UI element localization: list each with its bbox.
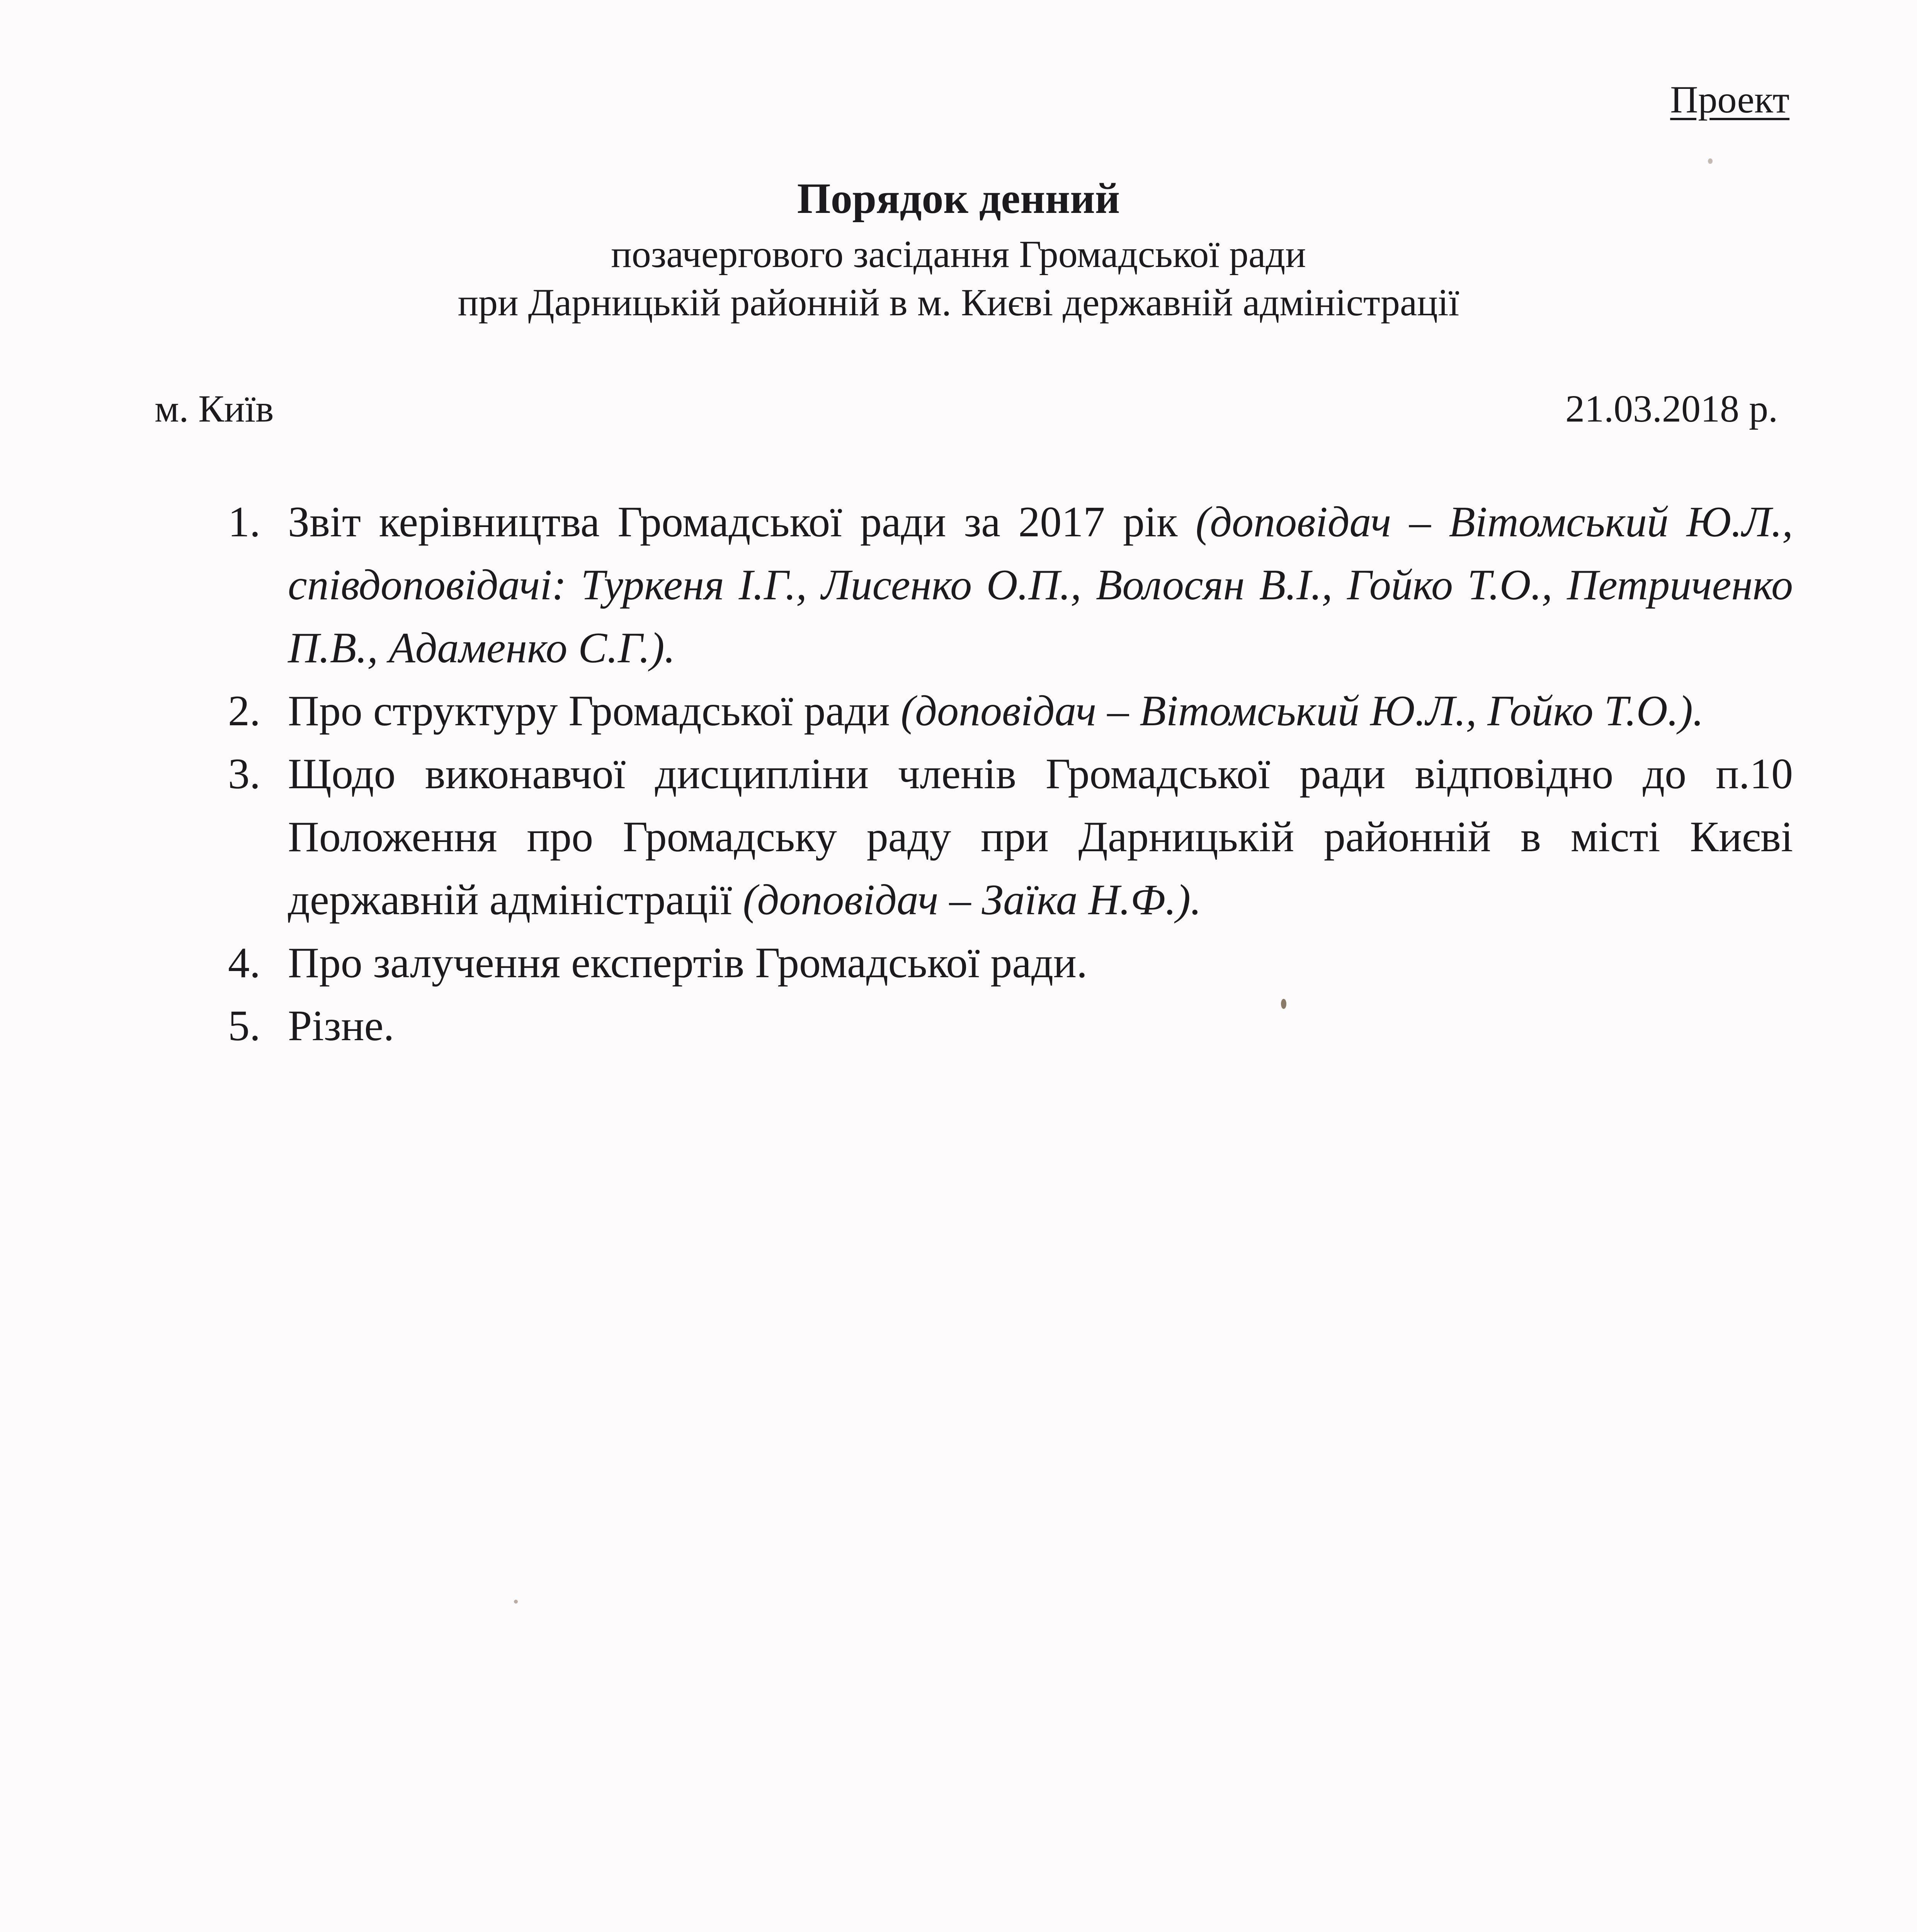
agenda-item-number: 1. [228,498,260,546]
agenda-item [228,932,1793,995]
city: м. Київ [155,387,274,430]
agenda-item [228,995,1793,1058]
agenda-list [228,491,1793,1058]
draft-label: Проект [1670,78,1789,121]
scan-speck [1281,999,1286,1009]
agenda-item-text: Щодо виконавчої дисципліни членів Громадської ради відповідно до п.10 Положення про Громадську раду при Дарницькій районній в місті Києві державній адміністрації [288,750,1793,924]
agenda-item [228,680,1793,743]
agenda-item-speaker: (доповідач – Заїка Н.Ф.). [743,876,1202,924]
document-subtitle-line-2: при Дарницькій районній в м. Києві державній адміністрації [458,281,1459,324]
document-title: Порядок денний [797,175,1120,223]
agenda-item-number: 2. [228,687,260,735]
agenda-item-speaker: (доповідач – Вітомський Ю.Л., співдоповідачі: Туркеня І.Г., Лисенко О.П., Волосян В.І., Гойко Т.О., Петриченко П.В., Адаменко С.Г.). [288,498,1793,672]
agenda-item-text: Звіт керівництва Громадської ради за 2017 рік [288,498,1196,546]
agenda-item-text: Про структуру Громадської ради [288,687,901,735]
agenda-item [228,743,1793,932]
agenda-item-number: 4. [228,939,260,987]
agenda-item-text: Про залучення експертів Громадської ради. [288,939,1087,987]
agenda-item-number: 5. [228,1002,260,1050]
agenda-item [228,491,1793,680]
agenda-item-number: 3. [228,750,260,798]
agenda-item-speaker: (доповідач – Вітомський Ю.Л., Гойко Т.О.). [901,687,1704,735]
agenda-item-text: Різне. [288,1002,395,1050]
scan-speck [1708,158,1713,164]
document-subtitle-line-1: позачергового засідання Громадської ради [611,233,1306,276]
date: 21.03.2018 р. [1565,387,1778,430]
scan-speck [514,1600,518,1604]
